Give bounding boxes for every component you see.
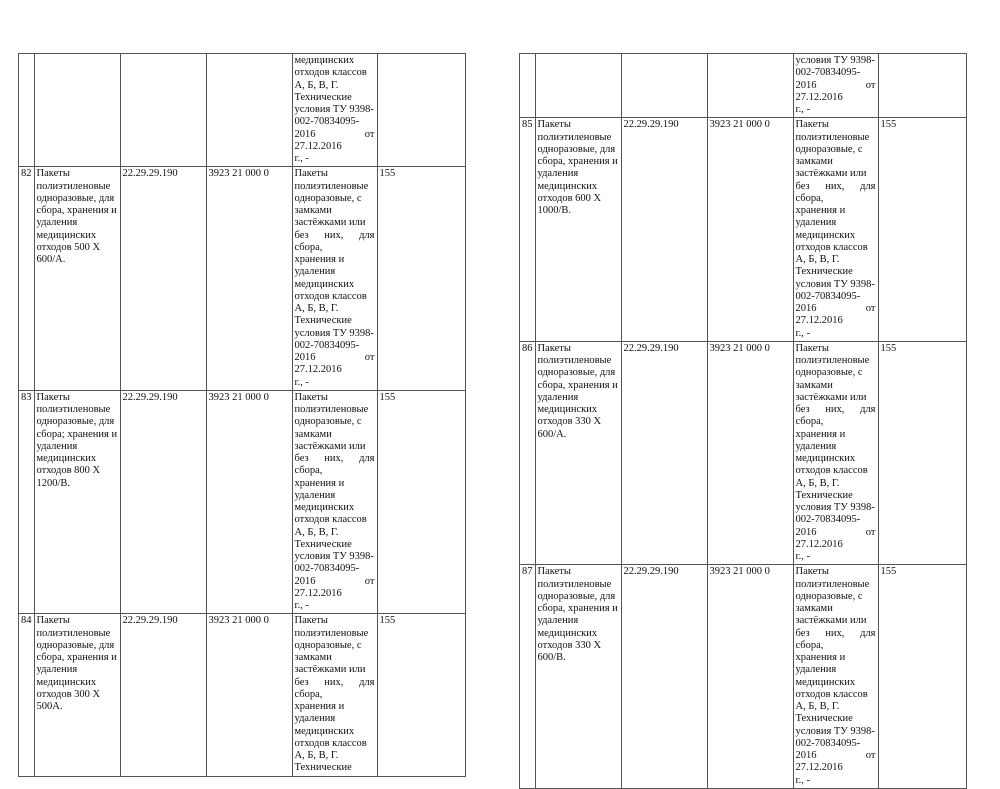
row-number: 86: [520, 341, 536, 565]
num-cell: [19, 54, 35, 167]
row-number: 87: [520, 565, 536, 789]
item-name: Пакеты полиэтиленовые одноразовые, для сбора, хранения и удаления медицинских отходов 330 Х 600/А.: [535, 341, 621, 565]
name-cell: [34, 54, 120, 167]
tnved-code: 3923 21 000 0: [707, 565, 793, 789]
okpd-code: 22.29.29.190: [621, 565, 707, 789]
right-page: [519, 53, 967, 789]
item-quantity: 155: [377, 167, 465, 391]
item-spec: Пакеты полиэтиленовые одноразовые, с замками застёжками или без них, для сбора, хранения и удаления медицинских отходов классов А, Б, В, Г. Технические условия ТУ 9398- 002-70834095- 2016 от 27.12.2016 г., -: [793, 118, 878, 342]
item-name: Пакеты полиэтиленовые одноразовые, для сбора, хранения и удаления медицинских отходов 330 Х 600/В.: [535, 565, 621, 789]
item-quantity: 155: [377, 390, 465, 614]
item-name: Пакеты полиэтиленовые одноразовые, для сбора; хранения и удаления медицинских отходов 800 Х 1200/В.: [34, 390, 120, 614]
okpd-code: 22.29.29.190: [120, 614, 206, 776]
table-row: [19, 614, 466, 776]
tnved-code: 3923 21 000 0: [206, 167, 292, 391]
item-quantity: 155: [377, 614, 465, 776]
items-table-right: [519, 53, 967, 789]
item-spec: Пакеты полиэтиленовые одноразовые, с замками застёжками или без них, для сбора, хранения и удаления медицинских отходов классов А, Б, В, Г. Технические условия ТУ 9398- 002-70834095- 2016 от 27.12.2016 г., -: [292, 390, 377, 614]
table-row: [520, 341, 967, 565]
table-row: [19, 390, 466, 614]
okpd-cell: [621, 54, 707, 118]
table-row: [19, 167, 466, 391]
tnved-code: 3923 21 000 0: [707, 118, 793, 342]
okpd-code: 22.29.29.190: [120, 167, 206, 391]
item-spec: Пакеты полиэтиленовые одноразовые, с замками застёжками или без них, для сбора, хранения и удаления медицинских отходов классов А, Б, В, Г. Технические условия ТУ 9398- 002-70834095- 2016 от 27.12.2016 г., -: [793, 341, 878, 565]
tnved-code: 3923 21 000 0: [206, 390, 292, 614]
item-spec: Пакеты полиэтиленовые одноразовые, с замками застёжками или без них, для сбора, хранения и удаления медицинских отходов классов А, Б, В, Г. Технические: [292, 614, 377, 776]
table-row: [520, 565, 967, 789]
item-quantity: 155: [878, 565, 966, 789]
row-number: 85: [520, 118, 536, 342]
item-quantity: 155: [878, 118, 966, 342]
item-spec: Пакеты полиэтиленовые одноразовые, с замками застёжками или без них, для сбора, хранения и удаления медицинских отходов классов А, Б, В, Г. Технические условия ТУ 9398- 002-70834095- 2016 от 27.12.2016 г., -: [793, 565, 878, 789]
items-table-left: [18, 53, 466, 777]
tnved-cell: [206, 54, 292, 167]
tnved-code: 3923 21 000 0: [707, 341, 793, 565]
item-name: Пакеты полиэтиленовые одноразовые, для сбора, хранения и удаления медицинских отходов 600 Х 1000/В.: [535, 118, 621, 342]
spec-cell: условия ТУ 9398- 002-70834095- 2016 от 27.12.2016 г., -: [793, 54, 878, 118]
item-quantity: 155: [878, 341, 966, 565]
table-row-continuation: [520, 54, 967, 118]
left-page: [18, 53, 466, 777]
item-name: Пакеты полиэтиленовые одноразовые, для сбора, хранения и удаления медицинских отходов 500 Х 600/А.: [34, 167, 120, 391]
item-spec: Пакеты полиэтиленовые одноразовые, с замками застёжками или без них, для сбора, хранения и удаления медицинских отходов классов А, Б, В, Г. Технические условия ТУ 9398- 002-70834095- 2016 от 27.12.2016 г., -: [292, 167, 377, 391]
row-number: 82: [19, 167, 35, 391]
num-cell: [520, 54, 536, 118]
table-row-continuation: [19, 54, 466, 167]
table-row: [520, 118, 967, 342]
qty-cell: [878, 54, 966, 118]
name-cell: [535, 54, 621, 118]
okpd-code: 22.29.29.190: [621, 341, 707, 565]
tnved-cell: [707, 54, 793, 118]
item-name: Пакеты полиэтиленовые одноразовые, для сбора, хранения и удаления медицинских отходов 300 Х 500А.: [34, 614, 120, 776]
row-number: 83: [19, 390, 35, 614]
qty-cell: [377, 54, 465, 167]
row-number: 84: [19, 614, 35, 776]
okpd-cell: [120, 54, 206, 167]
okpd-code: 22.29.29.190: [120, 390, 206, 614]
spec-cell: медицинских отходов классов А, Б, В, Г. Технические условия ТУ 9398- 002-70834095- 2016 от 27.12.2016 г., -: [292, 54, 377, 167]
tnved-code: 3923 21 000 0: [206, 614, 292, 776]
okpd-code: 22.29.29.190: [621, 118, 707, 342]
